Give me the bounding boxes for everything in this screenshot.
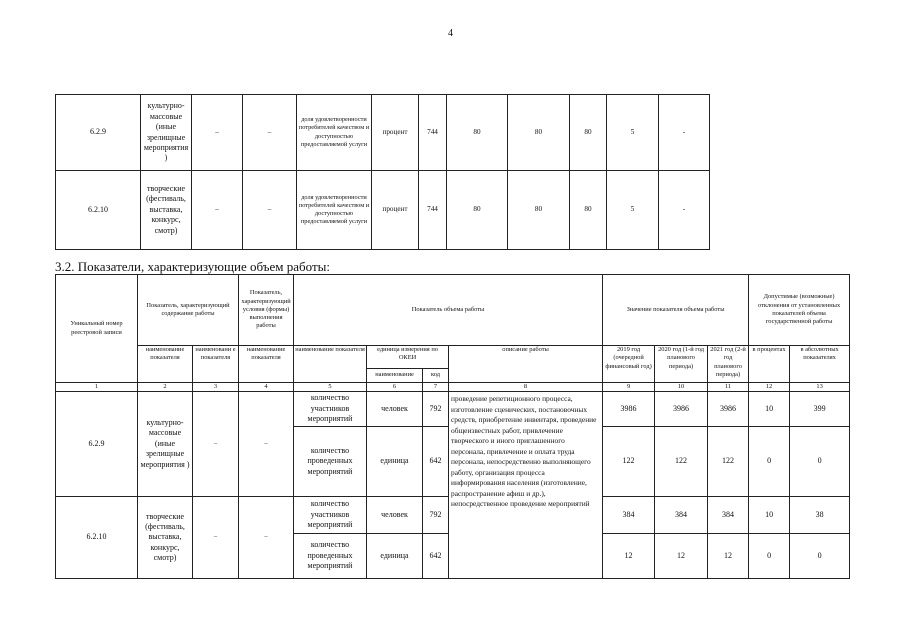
value-2019: 122 — [603, 427, 655, 497]
deviation-absolute: - — [659, 171, 710, 250]
value-2019: 80 — [447, 95, 508, 171]
unit-name: единица — [367, 534, 423, 579]
table-row — [56, 95, 710, 171]
page-number: 4 — [448, 28, 453, 39]
unit-name-header: наименование — [367, 369, 423, 383]
unit-group-header: единица измерения по ОКЕИ — [367, 346, 449, 369]
deviation-absolute: 0 — [790, 534, 850, 579]
deviation-group-header: Допустимые (возможные) отклонения от установленных показателей объема государственной работы — [749, 275, 850, 346]
column-number: 3 — [193, 383, 239, 392]
column-number: 1 — [56, 383, 138, 392]
deviation-absolute: 399 — [790, 392, 850, 427]
deviation-percent: 0 — [749, 427, 790, 497]
deviation-percent: 5 — [607, 171, 659, 250]
year-2020-header: 2020 год (1-й год планового периода) — [655, 346, 708, 383]
okei-code: 642 — [423, 534, 449, 579]
deviation-absolute: 0 — [790, 427, 850, 497]
empty-cell: – — [193, 392, 239, 497]
volume-group-header: Показатель объема работы — [294, 275, 603, 346]
section-title: 3.2. Показатели, характеризующие объем работы: — [55, 259, 330, 274]
empty-cell: – — [243, 171, 297, 250]
deviation-percent-header: в процентах — [749, 346, 790, 383]
unit-code-header: код — [423, 369, 449, 383]
value-2020: 12 — [655, 534, 708, 579]
year-2019-header: 2019 год (очередной финансовый год) — [603, 346, 655, 383]
column-number: 9 — [603, 383, 655, 392]
okei-code: 792 — [423, 497, 449, 534]
unit-name: процент — [372, 95, 419, 171]
unit-name: человек — [367, 497, 423, 534]
column-number: 10 — [655, 383, 708, 392]
column-number: 11 — [708, 383, 749, 392]
value-2019: 384 — [603, 497, 655, 534]
empty-cell: – — [192, 95, 243, 171]
work-content-name: творческие (фестиваль, выставка, конкурс, смотр) — [138, 497, 193, 579]
column-number: 8 — [449, 383, 603, 392]
empty-cell: – — [192, 171, 243, 250]
work-content-name: культурно-массовые (иные зрелищные мероприятия ) — [138, 392, 193, 497]
registry-code: 6.2.9 — [56, 392, 138, 497]
value-2021: 122 — [708, 427, 749, 497]
column-number-row — [56, 383, 850, 392]
indicator-name-header: наименование показателя — [294, 346, 367, 383]
value-2020: 80 — [508, 95, 570, 171]
column-number: 5 — [294, 383, 367, 392]
table-row — [56, 392, 850, 427]
registry-code: 6.2.10 — [56, 171, 141, 250]
volume-indicator-name: количество участников мероприятий — [294, 392, 367, 427]
indicator-name-header: наименовани е показателя — [193, 346, 239, 383]
value-2020: 384 — [655, 497, 708, 534]
column-number: 2 — [138, 383, 193, 392]
table-row — [56, 171, 710, 250]
unit-name: единица — [367, 427, 423, 497]
year-2021-header: 2021 год (2-й год планового периода) — [708, 346, 749, 383]
value-2020: 3986 — [655, 392, 708, 427]
okei-code: 642 — [423, 427, 449, 497]
okei-code: 744 — [419, 171, 447, 250]
conditions-group-header: Показатель, характеризующий условия (формы) выполнения работы — [239, 275, 294, 346]
volume-indicator-name: количество участников мероприятий — [294, 497, 367, 534]
deviation-absolute: - — [659, 95, 710, 171]
okei-code: 744 — [419, 95, 447, 171]
empty-cell: – — [239, 392, 294, 497]
registry-header: Уникальный номер реестровой записи — [56, 275, 138, 383]
quality-indicator-name: доля удовлетворенности потребителей качеством и доступностью предоставляемой услуги — [297, 171, 372, 250]
value-2020: 80 — [508, 171, 570, 250]
indicator-name-header: наименование показателя — [138, 346, 193, 383]
unit-name: человек — [367, 392, 423, 427]
header-row — [56, 346, 850, 369]
quality-indicators-table — [55, 94, 710, 250]
value-2019: 80 — [447, 171, 508, 250]
column-number: 12 — [749, 383, 790, 392]
header-row — [56, 275, 850, 346]
column-number: 13 — [790, 383, 850, 392]
value-2021: 3986 — [708, 392, 749, 427]
column-number: 7 — [423, 383, 449, 392]
value-2021: 80 — [570, 95, 607, 171]
value-2020: 122 — [655, 427, 708, 497]
value-2021: 80 — [570, 171, 607, 250]
indicator-name-header: наименование показателя — [239, 346, 294, 383]
value-2021: 12 — [708, 534, 749, 579]
value-2021: 384 — [708, 497, 749, 534]
deviation-absolute: 38 — [790, 497, 850, 534]
value-2019: 3986 — [603, 392, 655, 427]
quality-indicator-name: доля удовлетворенности потребителей качеством и доступностью предоставляемой услуги — [297, 95, 372, 171]
deviation-percent: 10 — [749, 497, 790, 534]
empty-cell: – — [193, 497, 239, 579]
column-number: 4 — [239, 383, 294, 392]
work-content-name: культурно-массовые (иные зрелищные мероприятия ) — [141, 95, 192, 171]
column-number: 6 — [367, 383, 423, 392]
registry-code: 6.2.9 — [56, 95, 141, 171]
deviation-absolute-header: в абсолютных показателях — [790, 346, 850, 383]
work-description: проведение репетиционного процесса, изготовление сценических, постановочных средств, приобретение инвентаря, проведение общеизвестных работ, привлечение творческого и иного приглашенного персонала, привлечение и оплата труда персонала, непосредственно выполняющего работу, организация процесса информирования населения (изготовление, распространение афиш и др.), непосредственное проведение мероприятий — [449, 392, 603, 579]
volume-indicator-name: количество проведенных мероприятий — [294, 534, 367, 579]
value-group-header: Значение показателя объема работы — [603, 275, 749, 346]
registry-code: 6.2.10 — [56, 497, 138, 579]
deviation-percent: 5 — [607, 95, 659, 171]
unit-name: процент — [372, 171, 419, 250]
volume-indicator-name: количество проведенных мероприятий — [294, 427, 367, 497]
volume-indicators-table — [55, 274, 850, 579]
value-2019: 12 — [603, 534, 655, 579]
deviation-percent: 0 — [749, 534, 790, 579]
empty-cell: – — [239, 497, 294, 579]
deviation-percent: 10 — [749, 392, 790, 427]
work-content-name: творческие (фестиваль, выставка, конкурс, смотр) — [141, 171, 192, 250]
okei-code: 792 — [423, 392, 449, 427]
content-group-header: Показатель, характеризующий содержание работы — [138, 275, 239, 346]
work-description-header: описание работы — [449, 346, 603, 383]
empty-cell: – — [243, 95, 297, 171]
